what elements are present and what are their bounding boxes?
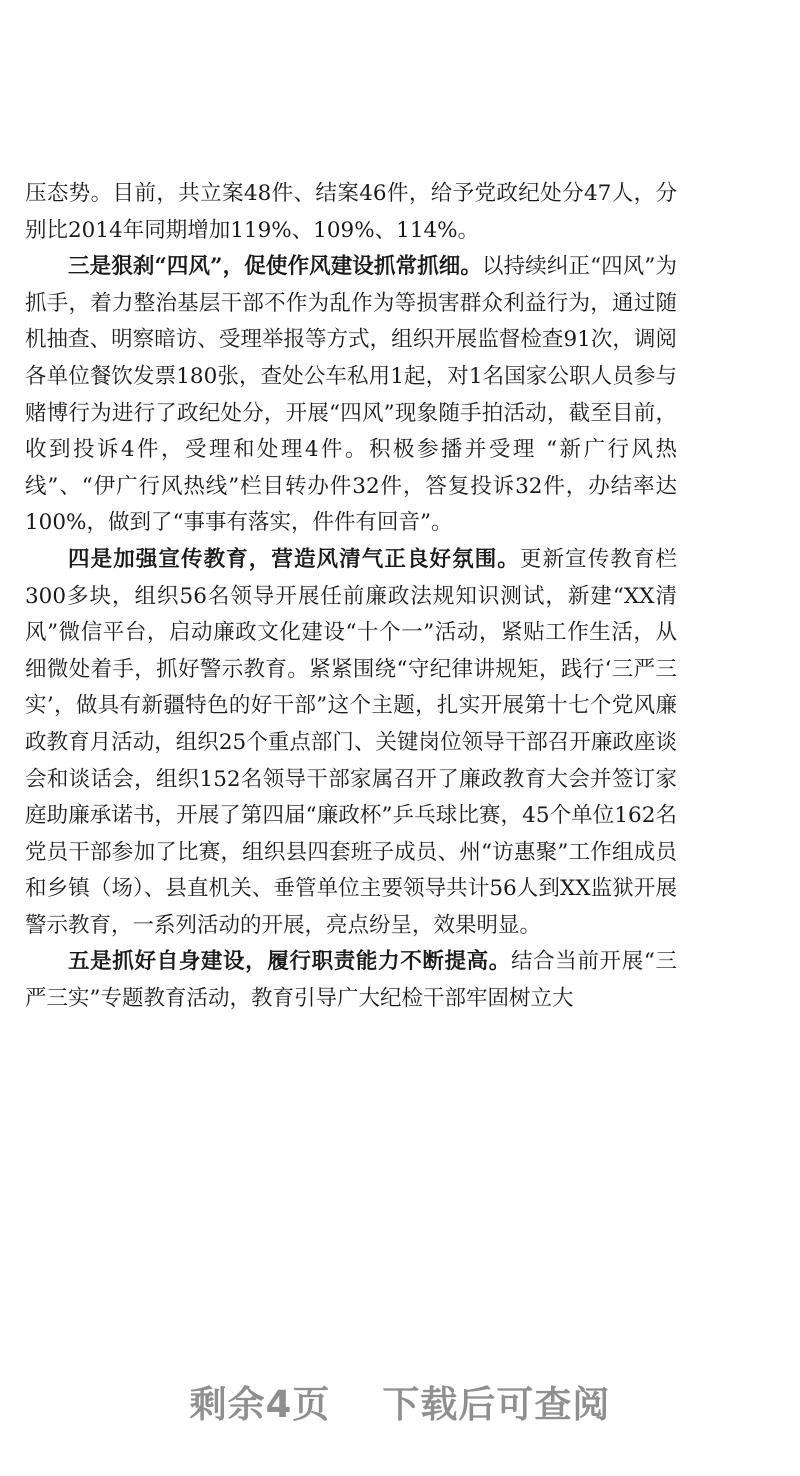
remaining-pages-label[interactable]: 剩余4页 <box>189 1383 331 1426</box>
download-to-read-link[interactable]: 下载后可查阅 <box>382 1383 611 1426</box>
paragraph-text: 更新宣传教育栏300多块，组织56名领导开展任前廉政法规知识测试，新建“XX清风”微信平台，启动廉政文化建设“十个一”活动，紧贴工作生活，从细微处着手，抓好警示教育。紧紧围绕“守纪律讲规矩，践行‘三严三实’，做具有新疆特色的好干部”这个主题，扎实开展第十七个党风廉政教育月活动，组织25个重点部门、关键岗位领导干部召开廉政座谈会和谈话会，组织152名领导干部家属召开了廉政教育大会并签订家庭助廉承诺书，开展了第四届“廉政杯”乒乓球比赛，45个单位162名党员干部参加了比赛，组织县四套班子成员、州“访惠聚”工作组成员和乡镇（场）、县直机关、垂管单位主要领导共计56人到XX监狱开展警示教育，一系列活动的开展，亮点纷呈，效果明显。 <box>25 546 677 938</box>
paragraph-text: 压态势。目前，共立案48件、结案46件，给予党政纪处分47人，分别比2014年同期增加119%、109%、114%。 <box>25 181 677 243</box>
paragraph-2 <box>25 249 677 542</box>
paragraph-lead: 五是抓好自身建设，履行职责能力不断提高。 <box>68 949 511 975</box>
download-prompt[interactable] <box>0 1373 800 1429</box>
document-body <box>25 176 677 1018</box>
paragraph-text: 结合当前开展“三严三实”专题教育活动，教育引导广大纪检干部牢固树立大 <box>25 949 677 1012</box>
paragraph-3 <box>25 542 677 945</box>
paragraph-lead: 四是加强宣传教育，营造风清气正良好氛围。 <box>68 546 520 572</box>
paragraph-lead: 三是狠刹“四风”，促使作风建设抓常抓细。 <box>68 254 482 280</box>
paragraph-text: 以持续纠正“四风”为抓手，着力整治基层干部不作为乱作为等损害群众利益行为，通过随机抽查、明察暗访、受理举报等方式，组织开展监督检查91次，调阅各单位餐饮发票180张，查处公车私用1起，对1名国家公职人员参与赌博行为进行了政纪处分，开展“四风”现象随手拍活动，截至目前，收到投诉4件，受理和处理4件。积极参播并受理 “新广行风热线”、“伊广行风热线”栏目转办件32件，答复投诉32件，办结率达100%，做到了“事事有落实，件件有回音”。 <box>25 254 677 536</box>
paragraph-1 <box>25 176 677 249</box>
paragraph-4 <box>25 944 677 1017</box>
